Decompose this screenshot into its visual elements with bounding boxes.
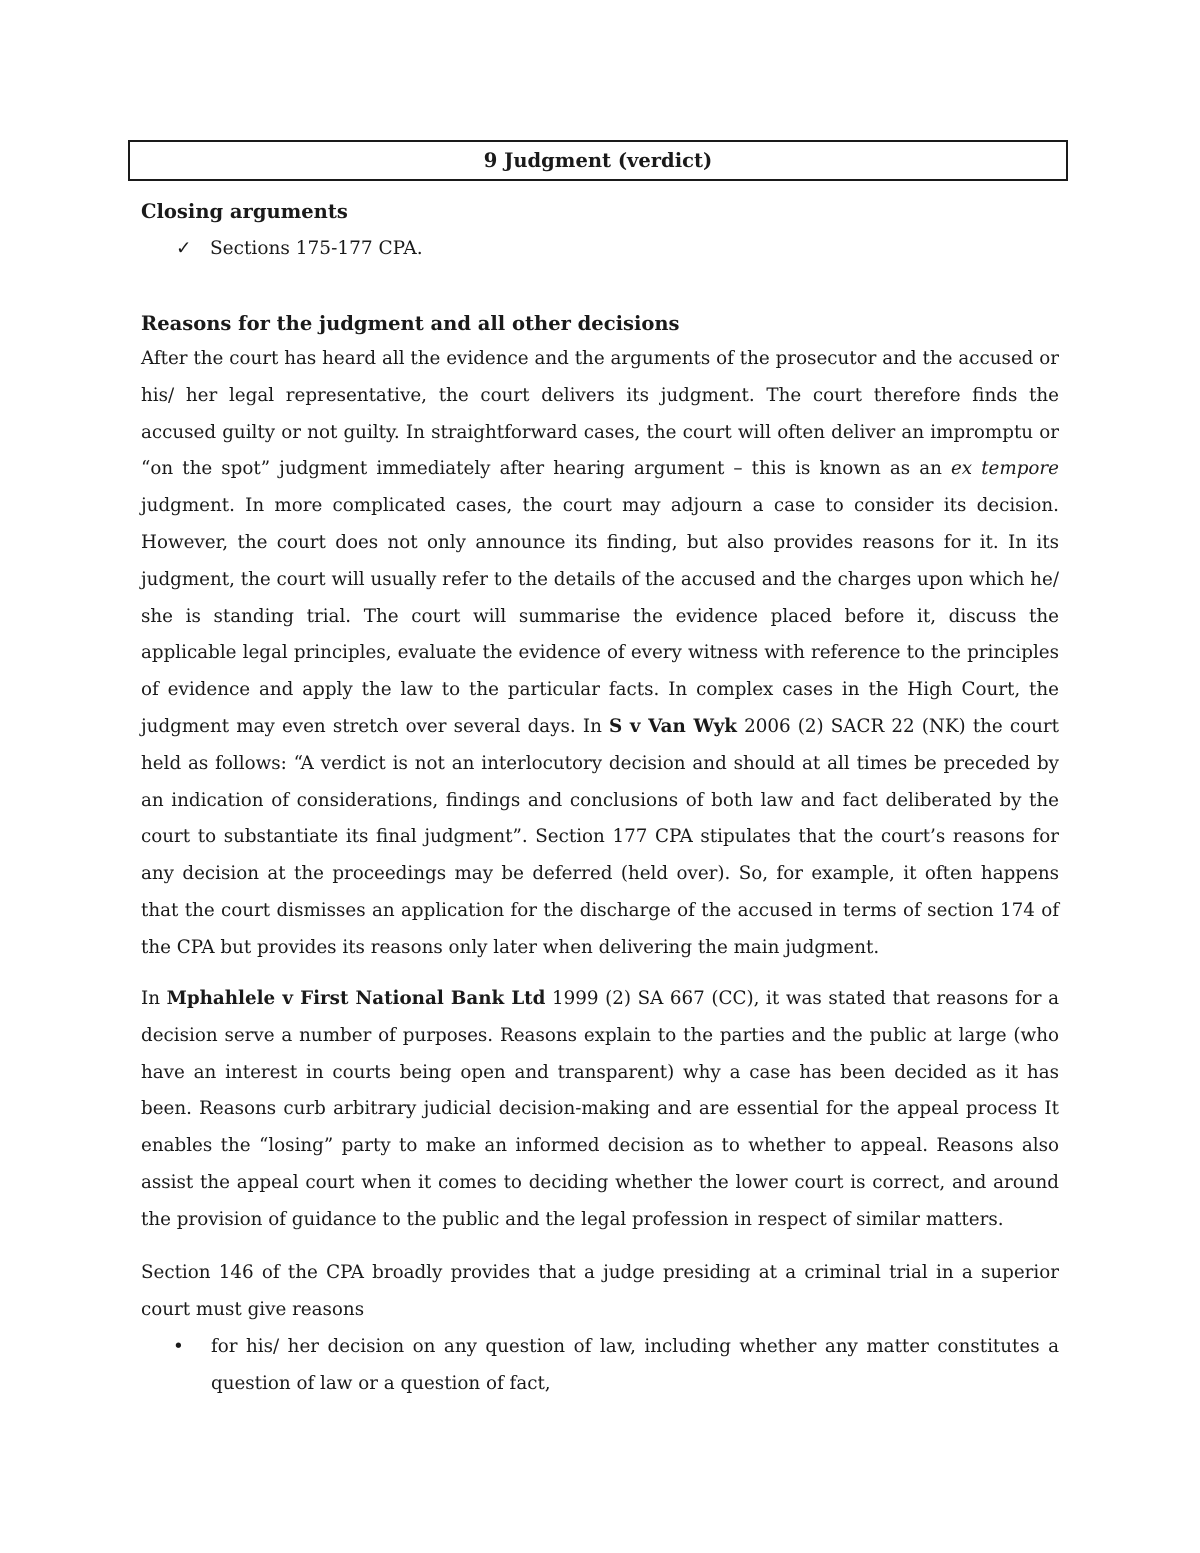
section-title-box	[128, 140, 1068, 181]
list-item	[141, 1329, 1059, 1403]
paragraph-text: After the court has heard all the evidence and the arguments of the prosecutor and the accused or his/ her legal representative, the court delivers its judgment. The court therefore finds the accused guilty or not guilty. In straightforward cases, the court will often deliver an impromptu or “on the spot” judgment immediately after hearing argument – this is known as an	[141, 348, 1059, 480]
paragraph-text: In	[141, 988, 167, 1009]
paragraph-text: 1999 (2) SA 667 (CC), it was stated that reasons for a decision serve a number of purposes. Reasons explain to the parties and the public at large (who have an interest in courts being open and transparent) why a case has been decided as it has been. Reasons curb arbitrary judicial decision-making and are essential for the appeal process It enables the “losing” party to make an informed decision as to whether to appeal. Reasons also assist the appeal court when it comes to deciding whether the lower court is correct, and around the provision of guidance to the public and the legal profession in respect of similar matters.	[141, 988, 1060, 1230]
reasons-heading: Reasons for the judgment and all other decisions	[141, 312, 680, 335]
reasons-paragraph-2	[141, 981, 1059, 1239]
section-title: 9 Judgment (verdict)	[483, 149, 713, 172]
check-list-item	[176, 236, 423, 262]
italic-term: ex tempore	[950, 458, 1059, 480]
closing-arguments-heading: Closing arguments	[141, 200, 348, 223]
reasons-paragraph-3: Section 146 of the CPA broadly provides that a judge presiding at a criminal trial in a superior court must give reasons	[141, 1262, 1059, 1320]
paragraph-text: judgment. In more complicated cases, the court may adjourn a case to consider its decision. However, the court does not only announce its finding, but also provides reasons for it. In its judgment, the court will usually refer to the details of the accused and the charges upon which he/ she is standing trial. The court will summarise the evidence placed before it, discuss the applicable legal principles, evaluate the evidence of every witness with reference to the principles of evidence and apply the law to the particular facts. In complex cases in the High Court, the judgment may even stretch over several days. In	[141, 495, 1059, 737]
bullet-list	[141, 1329, 1059, 1403]
paragraph-text: 2006 (2) SACR 22 (NK) the court held as follows: “A verdict is not an interlocutory decision and should at all times be preceded by an indication of considerations, findings and conclusions of both law and fact deliberated by the court to substantiate its final judgment”. Section 177 CPA stipulates that the court’s reasons for any decision at the proceedings may be deferred (held over). So, for example, it often happens that the court dismisses an application for the discharge of the accused in terms of section 174 of the CPA but provides its reasons only later when delivering the main judgment.	[141, 715, 1059, 958]
check-mark-icon: ✓	[176, 238, 192, 259]
list-item-text: for his/ her decision on any question of law, including whether any matter constitutes a question of law or a question of fact,	[211, 1336, 1059, 1394]
check-list-text: Sections 175-177 CPA.	[210, 238, 423, 259]
bullet-icon: •	[173, 1336, 184, 1357]
case-citation: S v Van Wyk	[608, 715, 737, 737]
case-citation: Mphahlele v First National Bank Ltd	[166, 988, 546, 1009]
reasons-paragraph-1	[141, 341, 1059, 967]
